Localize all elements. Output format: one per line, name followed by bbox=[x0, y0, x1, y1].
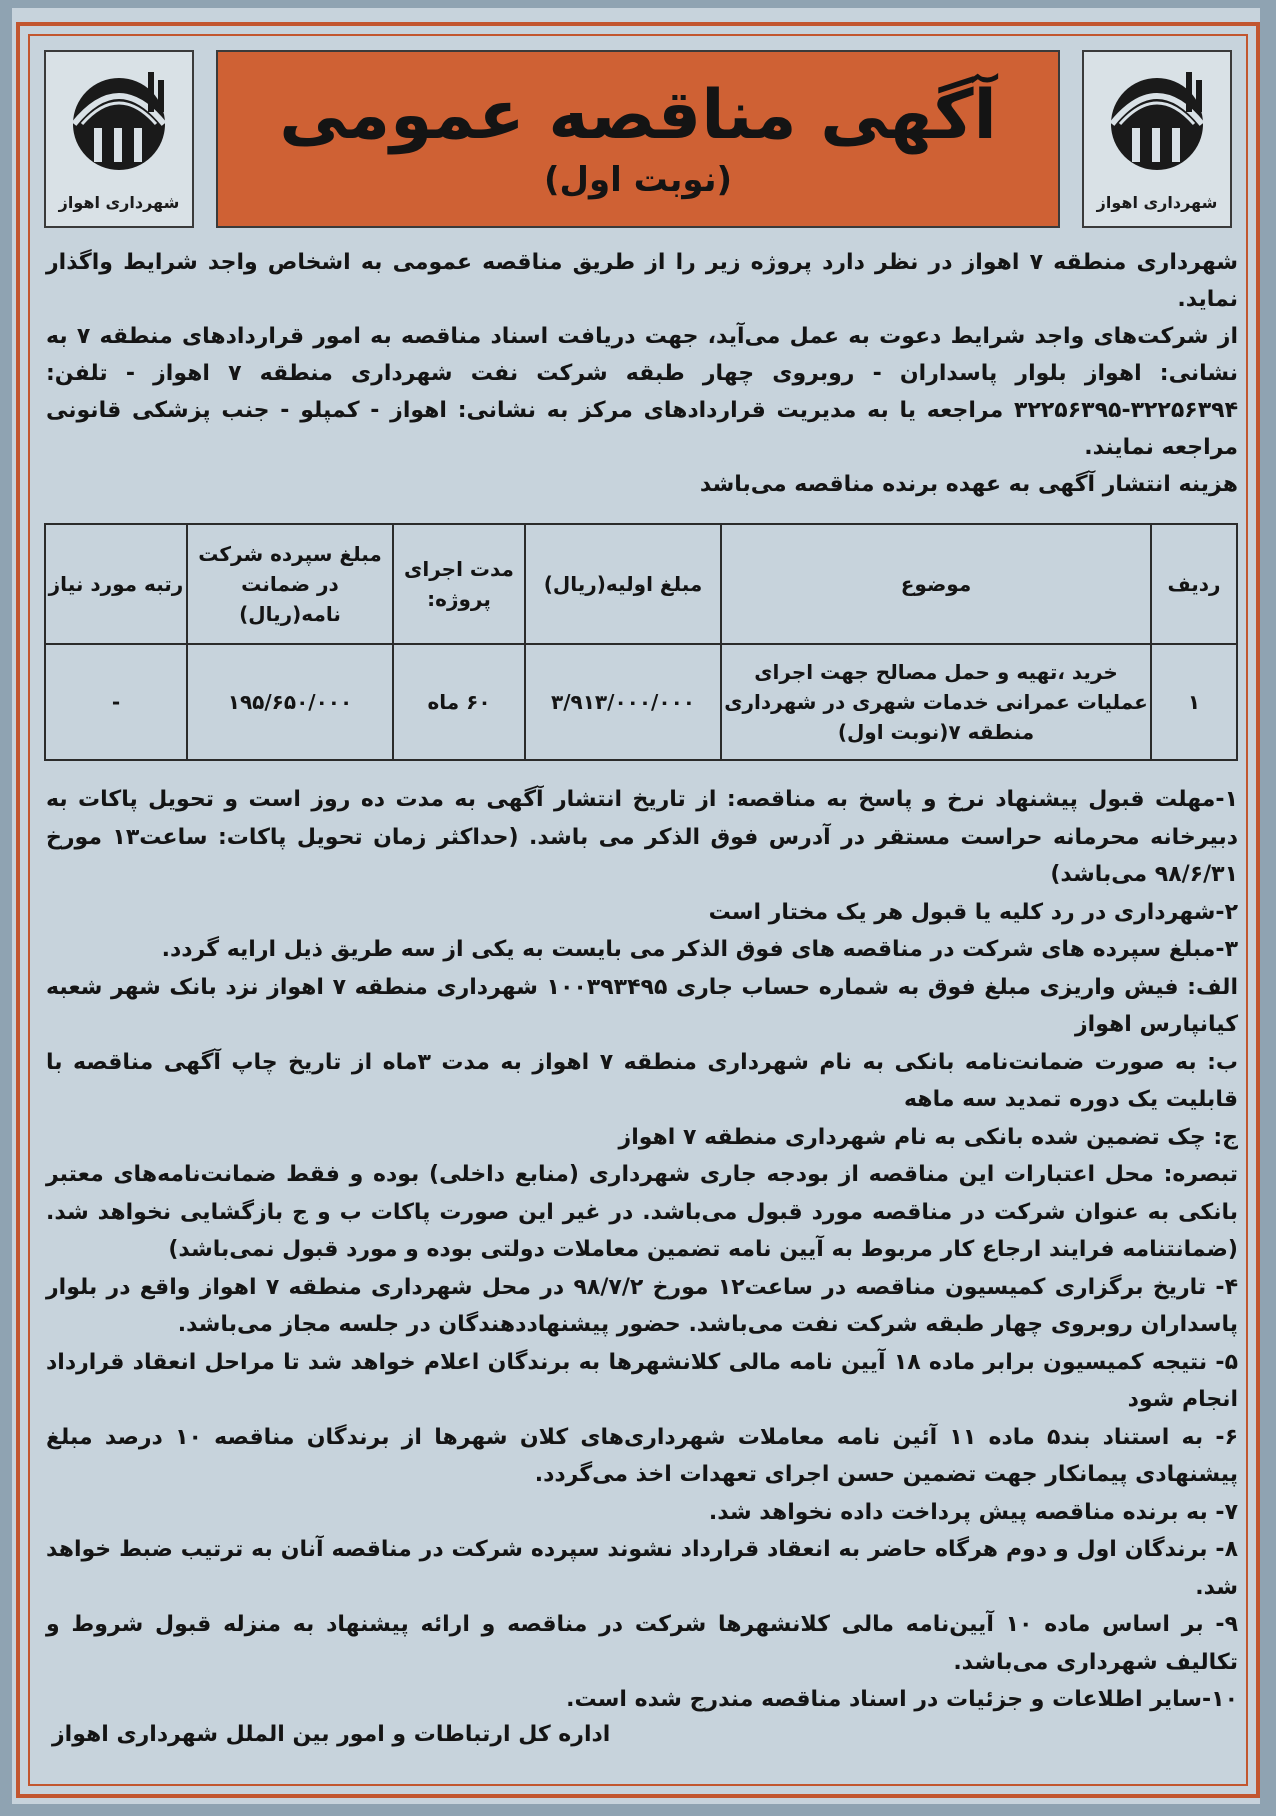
intro-paragraph: شهرداری منطقه ۷ اهواز در نظر دارد پروژه زیر را از طریق مناقصه عمومی به اشخاص واجد شرایط واگذار نماید. bbox=[46, 250, 1238, 312]
intro-paragraph: از شرکت‌های واجد شرایط دعوت به عمل می‌آید، جهت دریافت اسناد مناقصه به امور قراردادهای منطقه ۷ به نشانی: اهواز بلوار پاسداران - روبروی چهار طبقه شرکت نفت شهرداری منطقه ۷ اهواز - تلفن: ۳۲۲۵۶۳۹۴-۳۲۲۵۶۳۹۵ مراجعه یا به مدیریت قراردادهای مرکز به نشانی: اهواز - کمپلو - جنب پزشکی قانونی مراجعه نمایند. bbox=[46, 324, 1239, 460]
clause: ۵- نتیجه کمیسیون برابر ماده ۱۸ آیین نامه مالی کلانشهرها به برندگان اعلام خواهد شد تا مراحل انعقاد قرارداد انجام شود bbox=[46, 1349, 1238, 1412]
clause: تبصره: محل اعتبارات این مناقصه از بودجه جاری شهرداری (منابع داخلی) بوده و فقط ضمانت‌نامه‌های معتبر بانکی به عنوان شرکت در مناقصه مورد قبول می‌باشد. در غیر این صورت پاکات ب و ج بازگشایی نخواهد شد. (ضمانتنامه فرایند ارجاع کار مربوط به آیین نامه تضمین معاملات دولتی بوده و مورد قبول نمی‌باشد) bbox=[46, 1162, 1238, 1262]
ad-body bbox=[46, 244, 1238, 1719]
clause: ب: به صورت ضمانت‌نامه بانکی به نام شهرداری منطقه ۷ اهواز به مدت ۳ماه از تاریخ چاپ آگهی مناقصه با قابلیت یک دوره تمدید سه ماهه bbox=[46, 1049, 1238, 1112]
col-subject: موضوع bbox=[721, 524, 1151, 644]
logo-left bbox=[44, 50, 194, 228]
clause: ۱۰-سایر اطلاعات و جزئیات در اسناد مناقصه مندرج شده است. bbox=[566, 1687, 1238, 1712]
ad-header bbox=[44, 50, 1232, 228]
intro-paragraph: هزینه انتشار آگهی به عهده برنده مناقصه می‌باشد bbox=[699, 472, 1238, 497]
clause: ۱-مهلت قبول پیشنهاد نرخ و پاسخ به مناقصه: از تاریخ انتشار آگهی به مدت ده روز است و تحویل پاکات به دبیرخانه محرمانه حراست مستقر در آدرس فوق الذکر می باشد. (حداکثر زمان تحویل پاکات: ساعت۱۳ مورخ ۹۸/۶/۳۱ می‌باشد) bbox=[46, 787, 1238, 887]
tender-table bbox=[44, 523, 1238, 761]
ahvaz-bridge-logo-icon bbox=[1102, 66, 1212, 176]
issuer-signature: اداره کل ارتباطات و امور بین الملل شهرداری اهواز bbox=[52, 1722, 611, 1747]
intro-section bbox=[46, 244, 1238, 503]
clause: ۶- به استناد بند۵ ماده ۱۱ آئین نامه معاملات شهرداری‌های کلان شهرها از برندگان مناقصه ۱۰ درصد مبلغ پیشنهادی پیمانکار جهت تضمین حسن اجرای تعهدات اخذ می‌گردد. bbox=[46, 1424, 1238, 1487]
col-deposit: مبلغ سپرده شرکت در ضمانت نامه(ریال) bbox=[187, 524, 393, 644]
cell-initial-amount: ۳/۹۱۳/۰۰۰/۰۰۰ bbox=[525, 644, 721, 760]
title-banner bbox=[216, 50, 1060, 228]
page-title: آگهی مناقصه عمومی bbox=[279, 76, 997, 155]
page-subtitle: (نوبت اول) bbox=[543, 160, 733, 200]
clause: ۴- تاریخ برگزاری کمیسیون مناقصه در ساعت۱۲ مورخ ۹۸/۷/۲ در محل شهرداری منطقه ۷ اهواز واقع در بلوار پاسداران روبروی چهار طبقه شرکت نفت می‌باشد. حضور پیشنهاددهندگان در جلسه مجاز می‌باشد. bbox=[46, 1274, 1239, 1337]
logo-caption: شهرداری اهواز bbox=[1096, 193, 1218, 212]
clause: ۹- بر اساس ماده ۱۰ آیین‌نامه مالی کلانشهرها شرکت در مناقصه و ارائه پیشنهاد به منزله قبول شروط و تکالیف شهرداری می‌باشد. bbox=[46, 1612, 1238, 1675]
clause: ۳-مبلغ سپرده های شرکت در مناقصه های فوق الذکر می بایست به یکی از سه طریق ذیل ارایه گردد. bbox=[161, 937, 1238, 962]
col-initial-amount: مبلغ اولیه(ریال) bbox=[525, 524, 721, 644]
table-header-row bbox=[45, 524, 1237, 644]
cell-deposit: ۱۹۵/۶۵۰/۰۰۰ bbox=[187, 644, 393, 760]
logo-caption: شهرداری اهواز bbox=[58, 193, 180, 212]
clause: ۸- برندگان اول و دوم هرگاه حاضر به انعقاد قرارداد نشوند سپرده شرکت در مناقصه آنان به ترتیب ضبط خواهد شد. bbox=[46, 1537, 1238, 1600]
table-row bbox=[45, 644, 1237, 760]
clause: الف: فیش واریزی مبلغ فوق به شماره حساب جاری ۱۰۰۳۹۳۴۹۵ شهرداری منطقه ۷ اهواز نزد بانک شهر شعبه کیانپارس اهواز bbox=[46, 974, 1238, 1037]
col-row: ردیف bbox=[1151, 524, 1237, 644]
cell-subject: خرید ،تهیه و حمل مصالح جهت اجرای عملیات عمرانی خدمات شهری در شهرداری منطقه ۷(نوبت اول) bbox=[721, 644, 1151, 760]
cell-row: ۱ bbox=[1151, 644, 1237, 760]
cell-duration: ۶۰ ماه bbox=[393, 644, 525, 760]
clause: ۲-شهرداری در رد کلیه یا قبول هر یک مختار است bbox=[708, 899, 1238, 925]
conditions-list bbox=[46, 781, 1238, 1719]
ahvaz-bridge-logo-icon bbox=[64, 66, 174, 176]
col-duration: مدت اجرای پروژه: bbox=[393, 524, 525, 644]
logo-right bbox=[1082, 50, 1232, 228]
clause: ج: چک تضمین شده بانکی به نام شهرداری منطقه ۷ اهواز bbox=[618, 1124, 1238, 1150]
clause: ۷- به برنده مناقصه پیش پرداخت داده نخواهد شد. bbox=[708, 1499, 1238, 1525]
col-rank: رتبه مورد نیاز bbox=[45, 524, 187, 644]
cell-rank: - bbox=[45, 644, 187, 760]
